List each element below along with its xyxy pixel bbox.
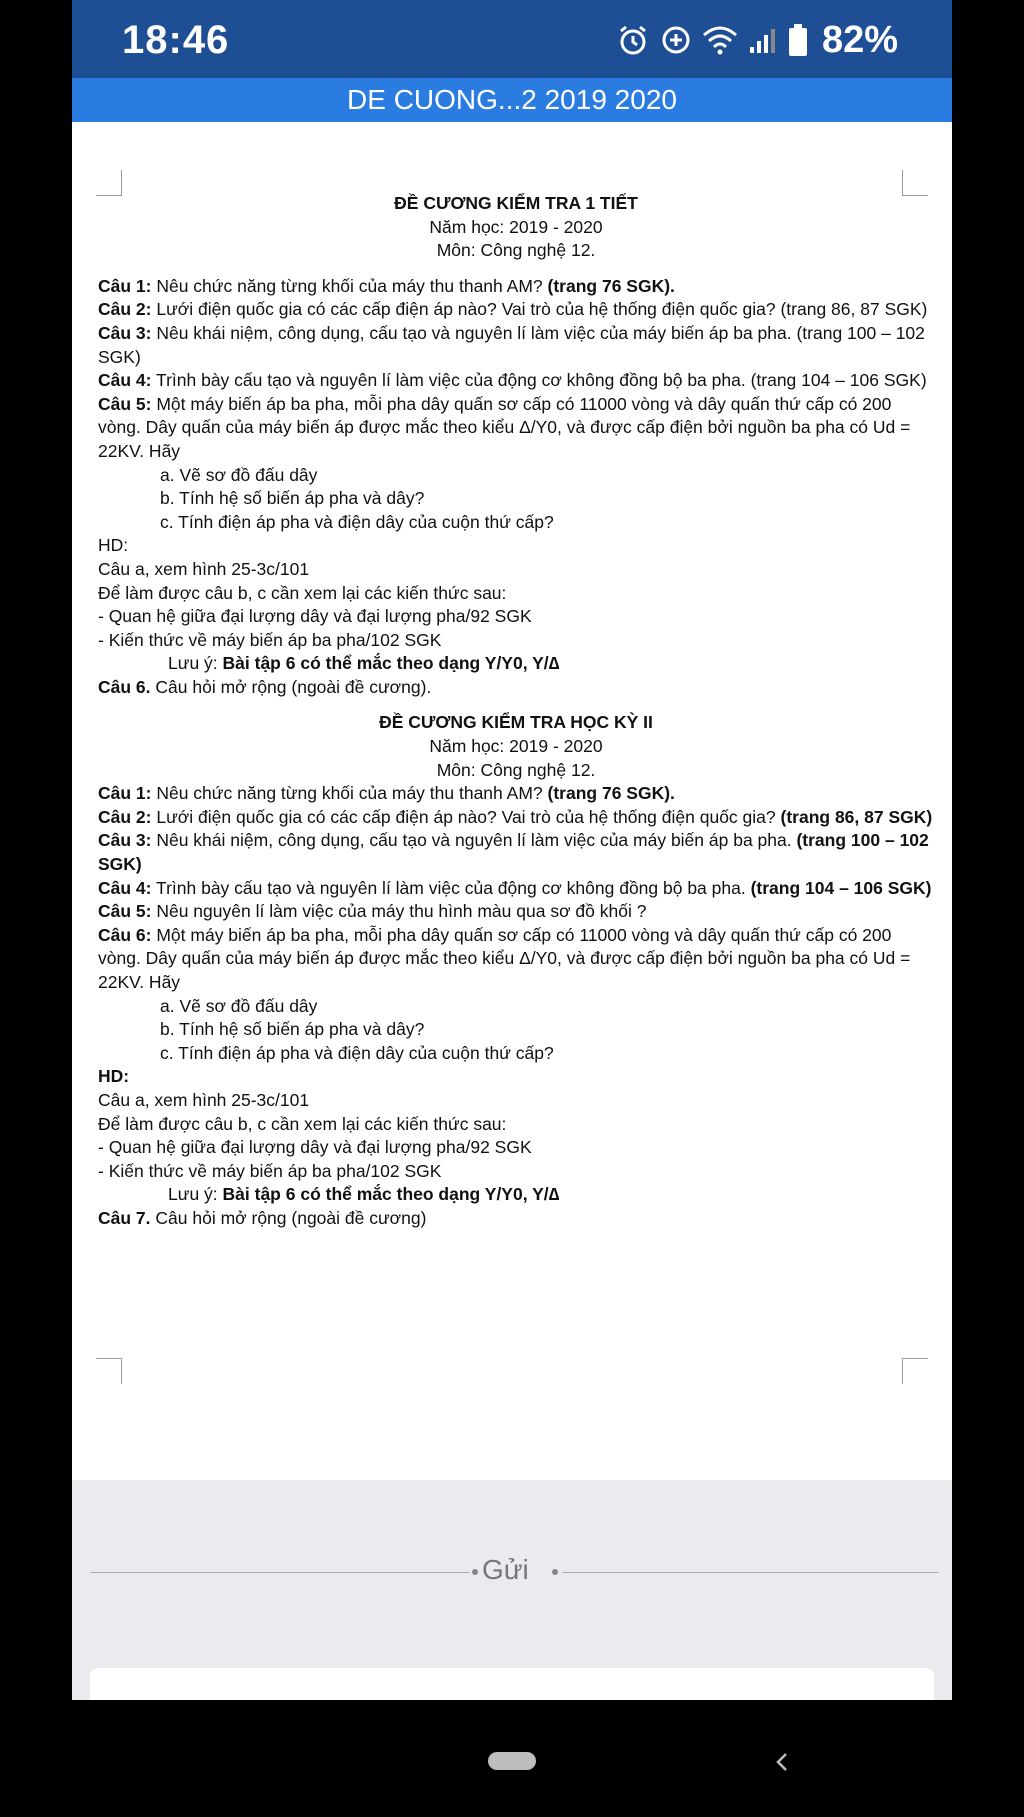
s1-hd-line-2: Để làm được câu b, c cần xem lại các kiến thức sau: [98,582,507,603]
document-title: DE CUONG...2 2019 2020 [347,84,677,115]
back-chevron-icon[interactable] [772,1748,792,1776]
s2-question-5: Câu 5: Nêu nguyên lí làm việc của máy thu hình màu qua sơ đồ khối ? [98,901,647,922]
s1-note: Lưu ý: Bài tập 6 có thể mắc theo dạng Y/Y0, Y/∆ [168,653,560,674]
s1-question-2: Câu 2: Lưới điện quốc gia có các cấp điện áp nào? Vai trò của hệ thống điện quốc gia? (trang 86, 87 SGK) [98,299,928,320]
send-divider-dot-right [552,1569,558,1575]
s1-q5-part-b: b. Tính hệ số biến áp pha và dây? [160,488,425,509]
s1-q5-part-c: c. Tính điện áp pha và điện dây của cuộn thứ cấp? [160,511,554,532]
section1-year: Năm học: 2019 - 2020 [429,216,603,237]
send-divider-right [562,1572,938,1573]
s2-hd-line-4: - Kiến thức về máy biến áp ba pha/102 SGK [98,1160,442,1181]
s2-q6-part-b: b. Tính hệ số biến áp pha và dây? [160,1019,425,1040]
send-divider-dot-left [472,1569,478,1575]
s2-question-1: Câu 1: Nêu chức năng từng khối của máy thu thanh AM? (trang 76 SGK). [98,783,675,804]
s2-q6-part-a: a. Vẽ sơ đồ đấu dây [160,995,318,1016]
document-title-bar[interactable] [72,78,952,122]
crop-mark-bottom-left [96,1358,122,1384]
send-divider-left [90,1572,470,1573]
send-button[interactable]: Gửi [482,1554,529,1585]
s1-hd-line-4: - Kiến thức về máy biến áp ba pha/102 SGK [98,629,442,650]
s1-question-3: Câu 3: Nêu khái niệm, công dụng, cấu tạo và nguyên lí làm việc của máy biến áp ba pha. (trang 100 – 102 SGK) [98,322,925,367]
s2-hd-line-1: Câu a, xem hình 25-3c/101 [98,1089,310,1110]
document-content [98,192,934,1231]
section2-subject: Môn: Công nghệ 12. [436,759,596,780]
s2-question-4: Câu 4: Trình bày cấu tạo và nguyên lí làm việc của động cơ không đồng bộ ba pha. (trang 104 – 106 SGK) [98,877,932,898]
signal-icon [748,25,778,55]
status-bar [72,0,952,78]
status-time: 18:46 [122,18,230,62]
s2-hd-line-2: Để làm được câu b, c cần xem lại các kiến thức sau: [98,1113,507,1134]
crop-mark-bottom-right [902,1358,928,1384]
send-area [72,1480,952,1700]
home-pill-icon[interactable] [488,1752,536,1770]
app-screen [72,0,952,1700]
s1-hd-line-3: - Quan hệ giữa đại lượng dây và đại lượng pha/92 SGK [98,606,532,627]
s1-question-6: Câu 6. Câu hỏi mở rộng (ngoài đề cương). [98,676,432,697]
s2-hd-label: HD: [98,1066,130,1087]
s2-q6-part-c: c. Tính điện áp pha và điện dây của cuộn thứ cấp? [160,1042,554,1063]
wifi-icon [702,25,738,55]
s1-question-5: Câu 5: Một máy biến áp ba pha, mỗi pha dây quấn sơ cấp có 11000 vòng và dây quấn thứ cấp có 200 vòng. Dây quấn của máy biến áp được mắc theo kiểu Δ/Y0, và được cấp điện bởi nguồn ba pha có Ud = 22KV. Hãy [98,393,911,461]
data-saver-icon [660,24,692,56]
s2-question-3: Câu 3: Nêu khái niệm, công dụng, cấu tạo và nguyên lí làm việc của máy biến áp ba pha. (trang 100 – 102 SGK) [98,830,929,875]
s1-question-4: Câu 4: Trình bày cấu tạo và nguyên lí làm việc của động cơ không đồng bộ ba pha. (trang 104 – 106 SGK) [98,370,927,391]
status-icons [616,18,898,62]
section1-subject: Môn: Công nghệ 12. [436,240,596,261]
s2-hd-line-3: - Quan hệ giữa đại lượng dây và đại lượng pha/92 SGK [98,1137,532,1158]
section1-title: ĐỀ CƯƠNG KIỂM TRA 1 TIẾT [394,193,638,213]
battery-percent: 82% [821,18,898,61]
section2-title: ĐỀ CƯƠNG KIỂM TRA HỌC KỲ II [379,712,653,733]
s2-note: Lưu ý: Bài tập 6 có thể mắc theo dạng Y/Y0, Y/∆ [168,1184,560,1205]
s1-hd-line-1: Câu a, xem hình 25-3c/101 [98,558,310,579]
document-page[interactable] [72,122,952,1480]
s2-question-7: Câu 7. Câu hỏi mở rộng (ngoài đề cương) [98,1207,427,1228]
battery-icon [788,23,808,57]
s1-q5-part-a: a. Vẽ sơ đồ đấu dây [160,464,318,485]
s1-question-1: Câu 1: Nêu chức năng từng khối của máy thu thanh AM? (trang 76 SGK). [98,275,675,296]
section2-year: Năm học: 2019 - 2020 [429,736,603,757]
s2-question-2: Câu 2: Lưới điện quốc gia có các cấp điện áp nào? Vai trò của hệ thống điện quốc gia? (trang 86, 87 SGK) [98,806,933,827]
s1-hd-label: HD: [98,535,129,556]
alarm-icon [616,23,650,57]
message-input-card[interactable] [90,1668,934,1700]
s2-question-6: Câu 6: Một máy biến áp ba pha, mỗi pha dây quấn sơ cấp có 11000 vòng và dây quấn thứ cấp có 200 vòng. Dây quấn của máy biến áp được mắc theo kiểu Δ/Y0, và được cấp điện bởi nguồn ba pha có Ud = 22KV. Hãy [98,924,911,992]
